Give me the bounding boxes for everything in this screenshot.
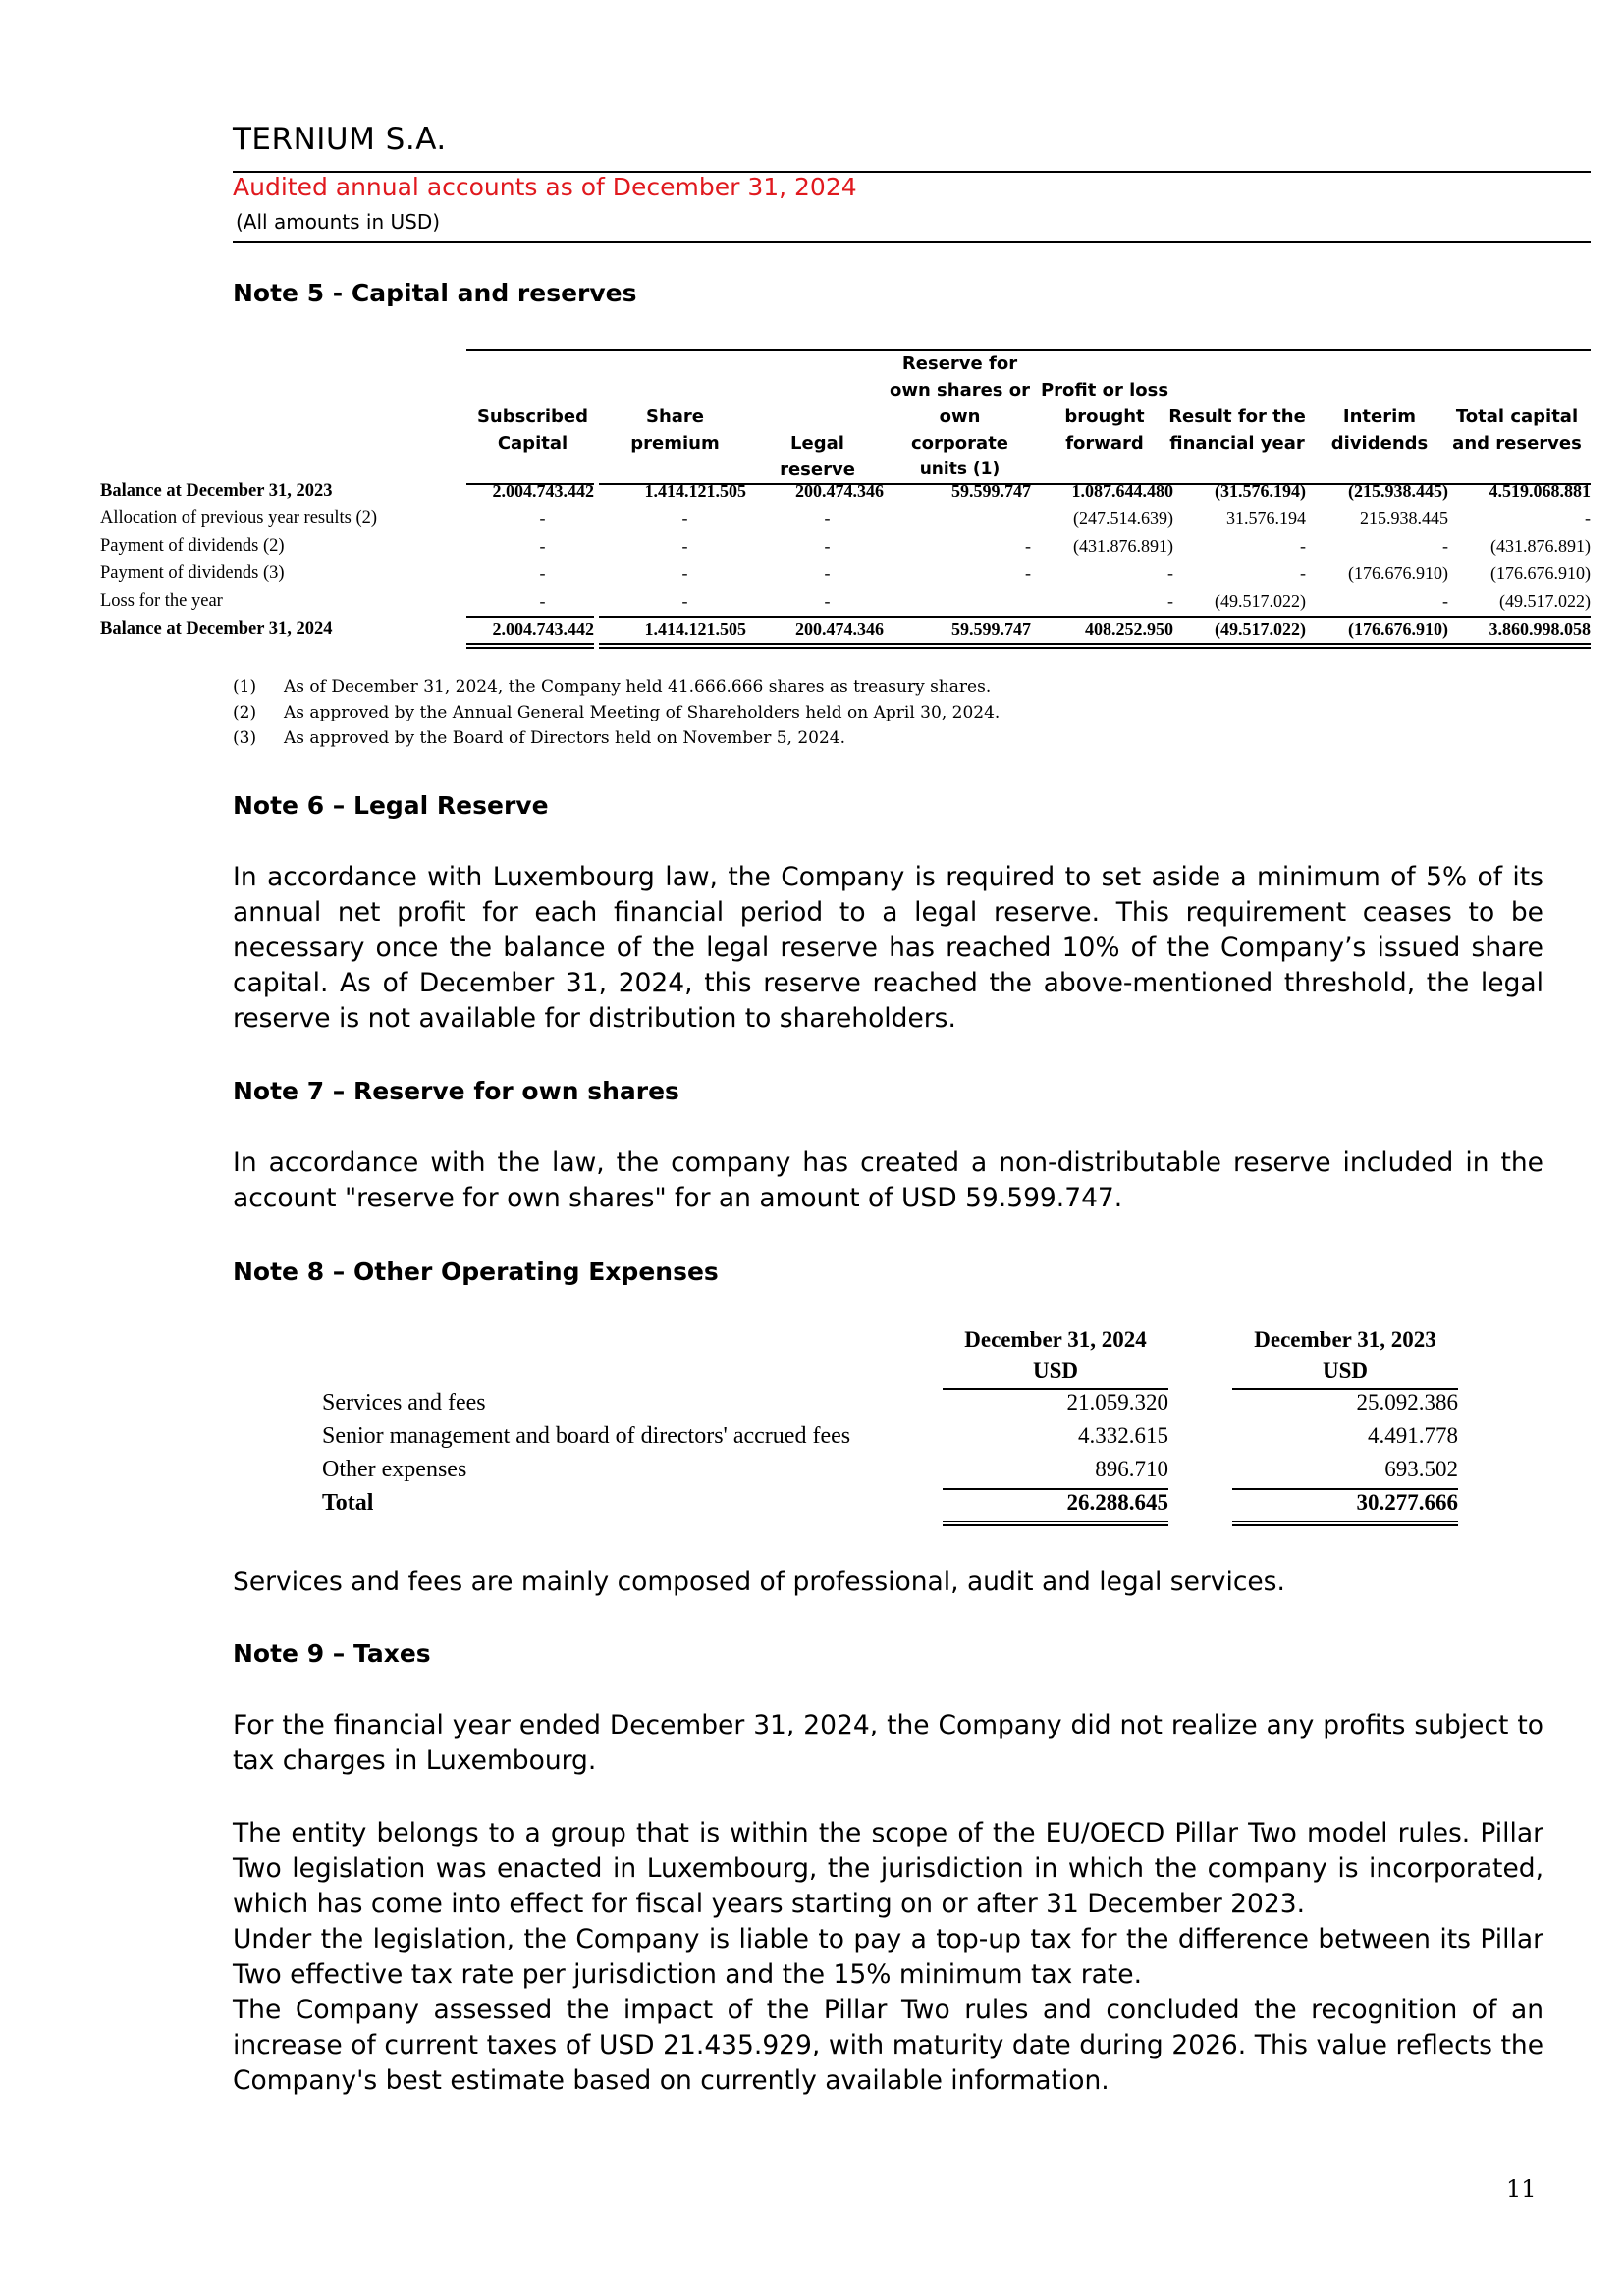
column-rule (466, 616, 594, 618)
table-cell: 59.599.747 (951, 619, 1031, 639)
report-subtitle: Audited annual accounts as of December 31, 2024 (233, 173, 857, 201)
column-rule (1306, 647, 1448, 649)
row-label: Loss for the year (100, 591, 223, 611)
total-2024: 26.288.645 (1066, 1490, 1168, 1515)
column-header-line: brought (1064, 406, 1145, 427)
column-header-line: Capital (497, 433, 568, 454)
table-cell: - (1300, 536, 1306, 556)
note7-text: In accordance with the law, the company has created a non-distributable reserve included in the account "reserve for own shares" for an amount of USD 59.599.747. (233, 1148, 1543, 1213)
company-name: TERNIUM S.A. (233, 122, 447, 157)
footnote (233, 703, 1000, 722)
row-label: Balance at December 31, 2024 (100, 619, 333, 639)
table-cell: 59.599.747 (951, 481, 1031, 501)
column-rule (466, 643, 594, 645)
note6-text: In accordance with Luxembourg law, the Company is required to set aside a minimum of 5% of its annual net profit for each financial period to a legal reserve. This requirement ceases to be necessary once the balance of the legal reserve has reached 10% of the Company’s issued share capital. As of December 31, 2024, this reserve reached the above-mentioned threshold, the legal reserve is not available for distribution to shareholders. (233, 862, 1543, 1034)
table-cell: - (681, 536, 688, 556)
column-rule (746, 643, 884, 645)
table-cell: 200.474.346 (795, 619, 884, 639)
column-header (471, 403, 594, 456)
table-cell: (431.876.891) (1073, 536, 1173, 556)
note7-title: Note 7 – Reserve for own shares (233, 1077, 679, 1105)
column-rule (1164, 616, 1306, 618)
note9-title: Note 9 – Taxes (233, 1639, 431, 1668)
footnote-number: (1) (233, 677, 257, 697)
table-cell: - (681, 508, 688, 528)
column-header (1311, 403, 1448, 456)
column-header-line: Share (645, 406, 704, 427)
table-cell: - (681, 591, 688, 611)
column-rule (466, 647, 594, 649)
table-cell: - (824, 563, 831, 583)
column-rule (599, 643, 746, 645)
table-cell: 4.519.068.881 (1489, 481, 1591, 501)
note8-title: Note 8 – Other Operating Expenses (233, 1257, 719, 1286)
column-rule (599, 647, 746, 649)
table-cell: 2.004.743.442 (492, 481, 594, 501)
table-cell: - (824, 536, 831, 556)
column-header-line: Interim (1342, 406, 1417, 427)
row-label: Payment of dividends (2) (100, 536, 285, 556)
footnote-text: As approved by the Board of Directors held on November 5, 2024. (284, 728, 846, 748)
footnote-text: As of December 31, 2024, the Company held 41.666.666 shares as treasury shares. (284, 677, 992, 697)
page-number: 11 (1506, 2175, 1537, 2203)
table-cell: - (1025, 536, 1031, 556)
total-label: Total (322, 1490, 374, 1516)
col-2024-currency: USD (1032, 1359, 1078, 1383)
column-header-line: own corporate (911, 406, 1008, 454)
table-cell: 215.938.445 (1360, 508, 1448, 528)
note5-title: Note 5 - Capital and reserves (233, 279, 637, 307)
table-cell: - (1442, 591, 1448, 611)
table-cell: - (539, 563, 546, 583)
note6-title: Note 6 – Legal Reserve (233, 791, 549, 820)
row-label: Balance at December 31, 2023 (100, 481, 333, 501)
note9-p1: For the financial year ended December 31, 2024, the Company did not realize any profits subject to tax charges in Luxembourg. (233, 1710, 1543, 1776)
column-header (1168, 403, 1306, 456)
column-header-line: Legal reserve (780, 433, 855, 480)
note9-p3: Under the legislation, the Company is liable to pay a top-up tax for the difference between its Pillar Two effective tax rate per jurisdiction and the 15% minimum tax rate. (233, 1924, 1543, 1990)
expense-2023: 4.491.778 (1368, 1423, 1458, 1448)
table-cell: 3.860.998.058 (1489, 619, 1591, 639)
rule (1232, 1521, 1458, 1522)
col-2024-date: December 31, 2024 (964, 1327, 1147, 1352)
table-cell: - (1442, 536, 1448, 556)
col-2023-date: December 31, 2023 (1254, 1327, 1436, 1352)
table-cell: 2.004.743.442 (492, 619, 594, 639)
table-cell: - (1585, 508, 1591, 528)
amounts-note: (All amounts in USD) (236, 210, 441, 234)
table-cell: (31.576.194) (1215, 481, 1306, 501)
table-cell: (176.676.910) (1348, 563, 1448, 583)
footnote-number: (3) (233, 728, 257, 748)
column-rule (746, 616, 884, 618)
expense-label: Other expenses (322, 1457, 467, 1482)
table-cell: - (1025, 563, 1031, 583)
column-header (751, 430, 884, 483)
column-rule (884, 647, 1031, 649)
table-cell: 1.414.121.505 (644, 481, 746, 501)
header-rule-bottom (233, 241, 1591, 243)
footnote-text: As approved by the Annual General Meeting of Shareholders held on April 30, 2024. (284, 703, 1001, 722)
table-cell: - (824, 591, 831, 611)
rule (1232, 1524, 1458, 1526)
table-cell: - (539, 508, 546, 528)
column-header-line: Reserve for (901, 353, 1018, 374)
table-cell: - (1300, 563, 1306, 583)
column-rule (1438, 647, 1591, 649)
expense-label: Senior management and board of directors' accrued fees (322, 1423, 851, 1449)
column-header-line: forward (1065, 433, 1144, 454)
table-cell: (176.676.910) (1348, 619, 1448, 639)
col-2023-currency: USD (1322, 1359, 1368, 1383)
column-rule (746, 647, 884, 649)
column-header-line: financial year (1169, 433, 1305, 454)
column-rule (884, 616, 1031, 618)
footnote (233, 728, 845, 748)
note9-p4: The Company assessed the impact of the Pillar Two rules and concluded the recognition of an increase of current taxes of USD 21.435.929, with maturity date during 2026. This value reflects the Company's best estimate based on currently available information. (233, 1995, 1543, 2096)
expense-2023: 25.092.386 (1356, 1390, 1458, 1415)
table-cell: (247.514.639) (1073, 508, 1173, 528)
column-header (1036, 377, 1173, 456)
column-header-line: Total capital (1455, 406, 1579, 427)
column-rule (1164, 647, 1306, 649)
footnote (233, 677, 991, 697)
table-cell: - (1167, 563, 1173, 583)
column-rule (1306, 643, 1448, 645)
column-header-line: own shares or (889, 380, 1031, 400)
table-cell: - (1167, 591, 1173, 611)
column-header-line: premium (630, 433, 720, 454)
column-rule (1031, 616, 1173, 618)
column-header (1443, 403, 1591, 456)
table-cell: 408.252.950 (1085, 619, 1173, 639)
row-label: Payment of dividends (3) (100, 563, 285, 583)
table-cell: (49.517.022) (1215, 591, 1306, 611)
footnote-number: (2) (233, 703, 257, 722)
table-cell: - (824, 508, 831, 528)
table-cell: - (539, 536, 546, 556)
column-header-line: dividends (1330, 433, 1429, 454)
column-header-line: Result for the (1168, 406, 1306, 427)
column-rule (1306, 616, 1448, 618)
table-cell: 1.087.644.480 (1071, 481, 1173, 501)
table-cell: 31.576.194 (1226, 508, 1306, 528)
column-rule (1164, 643, 1306, 645)
column-header-line: units (1) (919, 459, 1001, 479)
table-cell: (215.938.445) (1348, 481, 1448, 501)
expense-2023: 693.502 (1384, 1457, 1458, 1481)
column-rule (1031, 647, 1173, 649)
table-cell: 1.414.121.505 (644, 619, 746, 639)
expense-2024: 4.332.615 (1078, 1423, 1168, 1448)
column-rule (1438, 643, 1591, 645)
rule (943, 1524, 1168, 1526)
table-cell: (176.676.910) (1490, 563, 1591, 583)
expense-2024: 896.710 (1095, 1457, 1168, 1481)
table-cell: (49.517.022) (1499, 591, 1591, 611)
expense-2024: 21.059.320 (1066, 1390, 1168, 1415)
column-header-line: and reserves (1452, 433, 1582, 454)
column-rule (1438, 616, 1591, 618)
table-cell: (49.517.022) (1215, 619, 1306, 639)
total-2023: 30.277.666 (1356, 1490, 1458, 1515)
column-header (889, 350, 1031, 483)
table-cell: 200.474.346 (795, 481, 884, 501)
rule (943, 1521, 1168, 1522)
column-rule (1031, 643, 1173, 645)
table-cell: - (681, 563, 688, 583)
expense-label: Services and fees (322, 1390, 486, 1415)
note9-p2: The entity belongs to a group that is within the scope of the EU/OECD Pillar Two model rules. Pillar Two legislation was enacted in Luxembourg, the jurisdiction in which the company is incorporated, which has come into effect for fiscal years starting on or after 31 December 2023. (233, 1818, 1543, 1919)
column-header (604, 403, 746, 456)
table-cell: (431.876.891) (1490, 536, 1591, 556)
column-rule (884, 643, 1031, 645)
column-rule (599, 616, 746, 618)
note8-text: Services and fees are mainly composed of professional, audit and legal services. (233, 1567, 1285, 1597)
column-header-line: Subscribed (476, 406, 589, 427)
row-label: Allocation of previous year results (2) (100, 508, 378, 528)
column-header-line: Profit or loss (1040, 380, 1169, 400)
table-cell: - (539, 591, 546, 611)
